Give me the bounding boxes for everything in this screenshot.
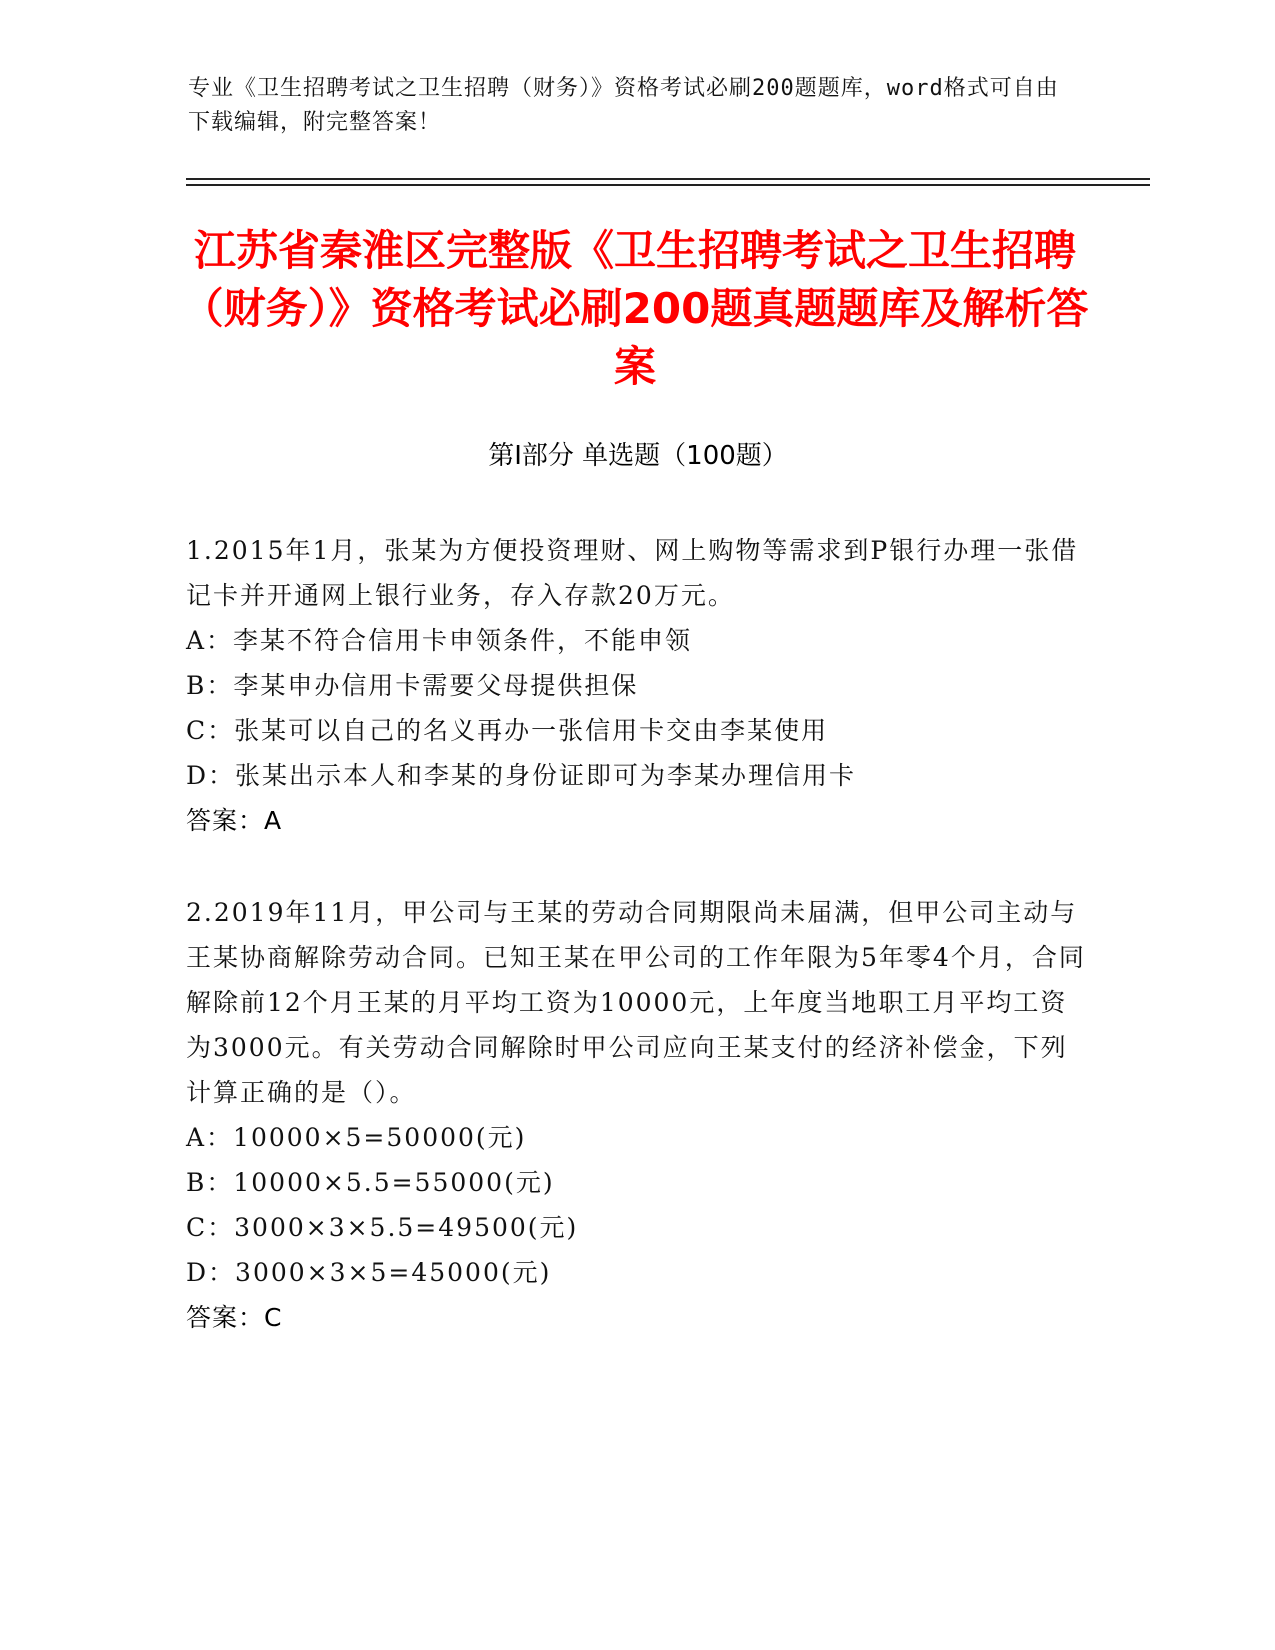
option-d: D：3000×3×5=45000(元) xyxy=(186,1258,552,1287)
option-c: C：张某可以自己的名义再办一张信用卡交由李某使用 xyxy=(186,716,829,745)
question-1 xyxy=(186,528,1086,843)
option-b: B：李某申办信用卡需要父母提供担保 xyxy=(186,671,639,700)
header-divider-top xyxy=(186,178,1150,180)
section-heading: 第Ⅰ部分 单选题（100题） xyxy=(488,441,788,471)
header-divider-bottom xyxy=(186,184,1150,186)
answer-line: 答案：A xyxy=(186,806,283,835)
question-stem: 1.2015年1月，张某为方便投资理财、网上购物等需求到P银行办理一张借记卡并开通网上银行业务，存入存款20万元。 xyxy=(186,536,1079,610)
option-b: B：10000×5.5=55000(元) xyxy=(186,1168,555,1197)
question-2 xyxy=(186,890,1086,1340)
document-title: 江苏省秦淮区完整版《卫生招聘考试之卫生招聘（财务）》资格考试必刷200题真题题库及解析答案 xyxy=(181,226,1089,391)
option-a: A：李某不符合信用卡申领条件，不能申领 xyxy=(186,626,693,655)
answer-line: 答案：C xyxy=(186,1303,283,1332)
option-d: D：张某出示本人和李某的身份证即可为李某办理信用卡 xyxy=(186,761,857,790)
header-note: 专业《卫生招聘考试之卫生招聘（财务）》资格考试必刷200题题库，word格式可自由下载编辑，附完整答案！ xyxy=(188,76,1059,135)
option-c: C：3000×3×5.5=49500(元) xyxy=(186,1213,579,1242)
question-stem: 2.2019年11月，甲公司与王某的劳动合同期限尚未届满，但甲公司主动与王某协商解除劳动合同。已知王某在甲公司的工作年限为5年零4个月，合同解除前12个月王某的月平均工资为10000元，上年度当地职工月平均工资为3000元。有关劳动合同解除时甲公司应向王某支付的经济补偿金，下列计算正确的是（）。 xyxy=(186,898,1086,1107)
option-a: A：10000×5=50000(元) xyxy=(186,1123,527,1152)
